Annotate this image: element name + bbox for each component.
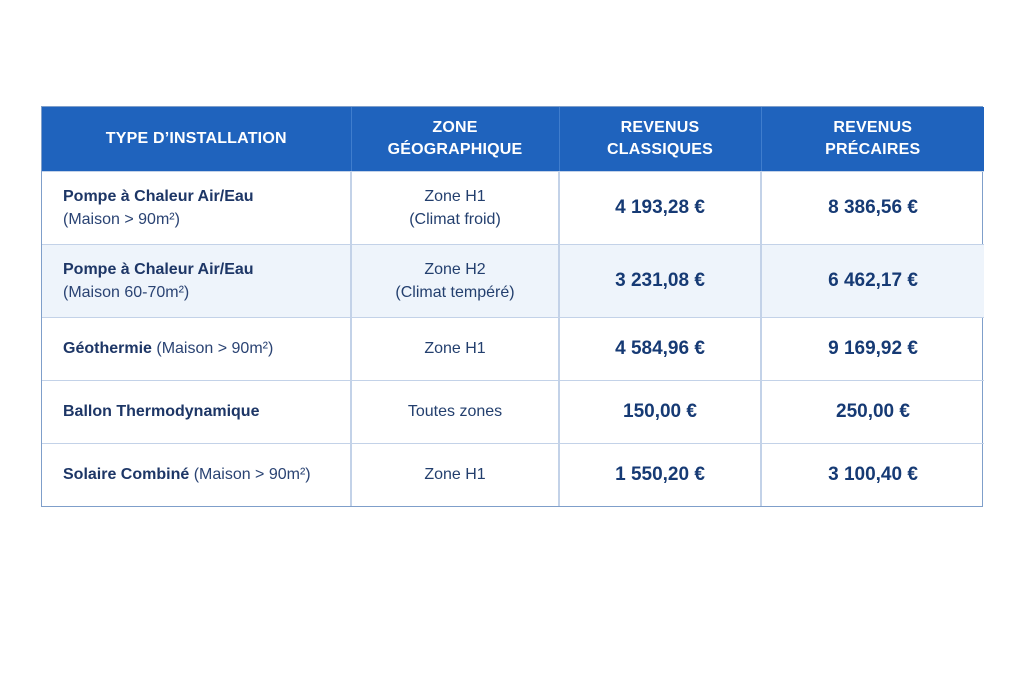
installation-name: Géothermie [63,340,152,357]
revenus-classiques-cell: 3 231,08 € [559,244,761,317]
revenus-classiques-cell: 1 550,20 € [559,443,761,506]
installation-cell [42,244,351,317]
installation-name: Ballon Thermodynamique [63,403,260,420]
zone-cell [351,244,559,317]
header-revenus-classiques [559,107,761,171]
installation-name: Pompe à Chaleur Air/Eau [63,260,254,278]
pricing-table-container [41,106,983,507]
header-classiques-line2: CLASSIQUES [606,140,713,158]
revenus-precaires-cell: 8 386,56 € [761,171,984,244]
zone-cell [351,317,559,380]
header-classiques-line1: REVENUS [620,118,700,136]
zone-cell [351,380,559,443]
revenus-classiques-cell: 4 193,28 € [559,171,761,244]
header-revenus-precaires [761,107,984,171]
header-zone-line1: ZONE [432,118,478,136]
installation-cell [42,317,351,380]
header-type-installation-label: TYPE D’INSTALLATION [105,129,287,147]
installation-revenue-table [42,107,984,506]
revenus-precaires-cell: 9 169,92 € [761,317,984,380]
zone-name: Zone H2 [424,260,486,278]
header-zone-geographique [351,107,559,171]
zone-name: Zone H1 [424,187,486,205]
table-row [42,380,984,443]
installation-detail: (Maison > 90m²) [156,340,274,357]
installation-name: Pompe à Chaleur Air/Eau [63,187,254,205]
table-row [42,244,984,317]
table-row [42,171,984,244]
zone-name: Zone H1 [424,466,486,484]
header-type-installation [42,107,351,171]
installation-name: Solaire Combiné [63,466,190,484]
zone-cell [351,443,559,506]
zone-name: Toutes zones [407,403,503,420]
revenus-classiques-cell: 4 584,96 € [559,317,761,380]
installation-detail: (Maison > 90m²) [63,210,180,228]
header-zone-line2: GÉOGRAPHIQUE [387,140,523,158]
table-header-row [42,107,984,171]
revenus-precaires-cell: 6 462,17 € [761,244,984,317]
table-row [42,317,984,380]
zone-detail: (Climat froid) [409,210,501,228]
revenus-precaires-cell: 250,00 € [761,380,984,443]
zone-name: Zone H1 [424,340,486,357]
header-precaires-line1: REVENUS [833,118,913,136]
revenus-classiques-cell: 150,00 € [559,380,761,443]
table-row [42,443,984,506]
installation-cell [42,380,351,443]
header-precaires-line2: PRÉCAIRES [825,140,921,158]
revenus-precaires-cell: 3 100,40 € [761,443,984,506]
installation-detail: (Maison > 90m²) [193,466,311,484]
installation-detail: (Maison 60-70m²) [63,283,190,301]
zone-cell [351,171,559,244]
zone-detail: (Climat tempéré) [395,283,515,301]
installation-cell [42,443,351,506]
installation-cell [42,171,351,244]
